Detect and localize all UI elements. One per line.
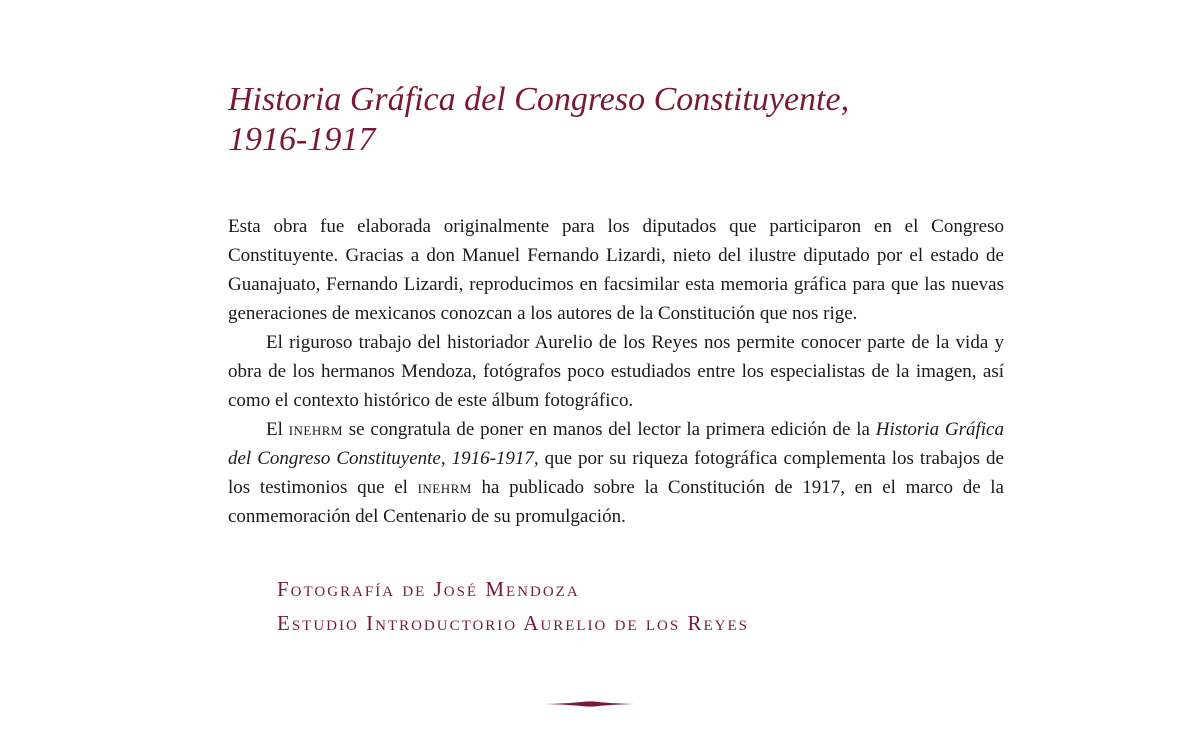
org-acronym: inehrm	[288, 419, 343, 440]
org-acronym: inehrm	[417, 477, 472, 498]
paragraph-3-part-4: ha publicado sobre la Constitución de 1917, en el marco de la conmemoración del Centenario de su promulgación.	[228, 477, 1004, 527]
paragraph-3-part-2: se congratula de poner en manos del lector la primera edición de la	[342, 419, 876, 440]
paragraph-3-part-3: que por su riqueza fotográfica complementa los trabajos de los testimonios que el	[228, 448, 1004, 498]
paragraph-3	[228, 415, 1004, 531]
paragraph-2: El riguroso trabajo del historiador Aurelio de los Reyes nos permite conocer parte de la vida y obra de los hermanos Mendoza, fotógrafos poco estudiados entre los especialistas de la imagen, así como el contexto histórico de este álbum fotográfico.	[228, 332, 1004, 411]
page-title	[228, 80, 1004, 160]
body-text	[228, 212, 1004, 531]
paragraph-1: Esta obra fue elaborada originalmente para los diputados que participaron en el Congreso Constituyente. Gracias a don Manuel Fernando Lizardi, nieto del ilustre diputado por el estado de Guanajuato, Fernando Lizardi, reproducimos en facsimilar esta memoria gráfica para que las nuevas generaciones de mexicanos conozcan a los autores de la Constitución que nos rige.	[228, 216, 1004, 324]
book-title: Historia Gráfica del Congreso Constituyente, 1916-1917,	[228, 419, 1004, 469]
ornament-divider-icon	[545, 698, 635, 710]
title-line-1: Historia Gráfica del Congreso Constituyente,	[228, 81, 850, 118]
credits	[277, 572, 749, 640]
credit-photography: Fotografía de José Mendoza	[277, 577, 580, 601]
credit-introductory-study: Estudio Introductorio Aurelio de los Reyes	[277, 611, 749, 635]
page-content	[228, 80, 1004, 531]
paragraph-3-part-1: El	[266, 419, 289, 440]
title-line-2: 1916-1917	[228, 121, 376, 158]
